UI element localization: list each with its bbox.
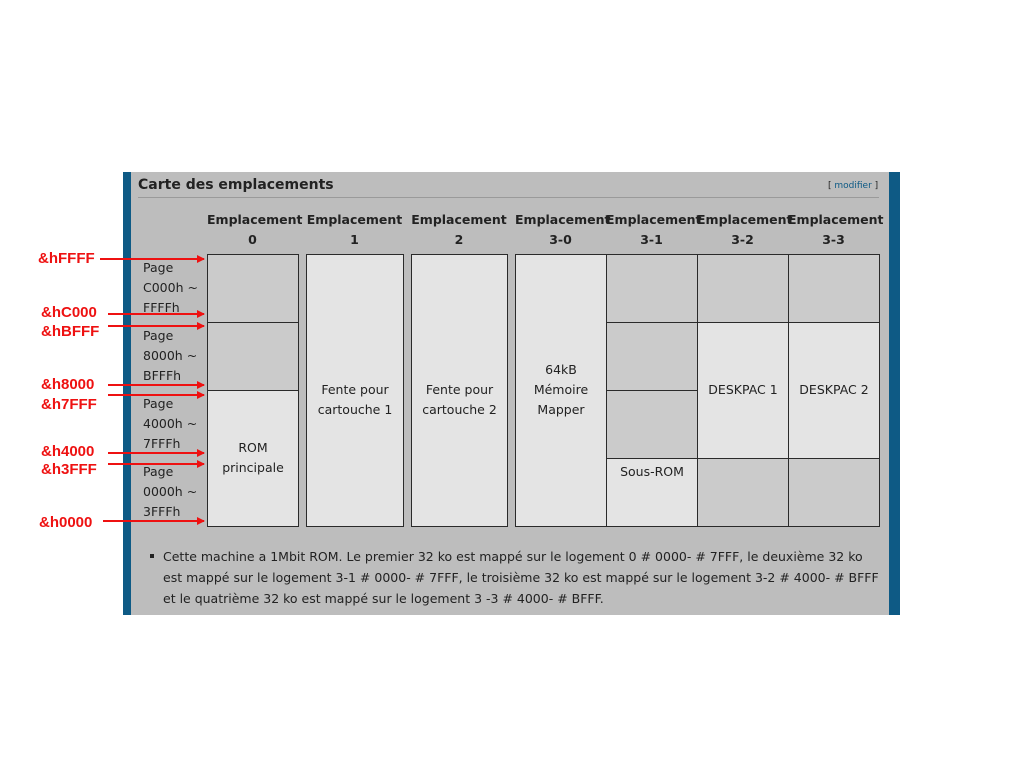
bullet-icon xyxy=(150,554,154,558)
memory-mapper-label xyxy=(515,360,607,420)
page-label-c000 xyxy=(143,258,203,318)
column-header-label: Emplacement xyxy=(697,212,793,227)
slot-3-1-page-3-empty xyxy=(606,254,698,323)
address-label-hbfff: &hBFFF xyxy=(41,323,100,340)
cell-text-line: ROM xyxy=(238,440,268,455)
column-header-number: 1 xyxy=(350,232,359,247)
address-label-h0000: &h0000 xyxy=(39,514,93,531)
address-label-hffff: &hFFFF xyxy=(38,250,95,267)
cell-text-line: cartouche 2 xyxy=(422,402,497,417)
cartridge-1-label xyxy=(306,380,404,420)
page-label-line: FFFFh xyxy=(143,300,180,315)
page-label-line: 7FFFh xyxy=(143,436,181,451)
edit-link[interactable]: modifier xyxy=(834,181,872,191)
cell-text-line: Mapper xyxy=(537,402,585,417)
slot-3-1-page-2-empty xyxy=(606,322,698,391)
page-label-8000 xyxy=(143,326,203,386)
cell-text-line: Fente pour xyxy=(425,382,494,397)
column-header-slot-1 xyxy=(306,210,403,250)
column-header-number: 0 xyxy=(248,232,257,247)
cartridge-2-label xyxy=(411,380,508,420)
page-label-0000 xyxy=(143,462,203,522)
page-label-line: BFFFh xyxy=(143,368,182,383)
slot-3-2-page-3-empty xyxy=(697,254,789,323)
column-header-number: 3-2 xyxy=(731,232,754,247)
column-header-number: 3-1 xyxy=(640,232,663,247)
page-label-line: Page xyxy=(143,328,174,343)
page-label-4000 xyxy=(143,394,203,454)
deskpac-1-label: DESKPAC 1 xyxy=(708,382,778,397)
page-label-line: Page xyxy=(143,396,174,411)
column-header-slot-3-2 xyxy=(697,210,793,250)
column-header-label: Emplacement xyxy=(306,212,403,227)
edit-close-bracket: ] xyxy=(874,181,879,191)
deskpac-2-label: DESKPAC 2 xyxy=(799,382,869,397)
column-header-label: Emplacement xyxy=(606,212,702,227)
cell-text-line: principale xyxy=(222,460,284,475)
address-label-h8000: &h8000 xyxy=(41,376,95,393)
address-label-h4000: &h4000 xyxy=(41,443,95,460)
page-label-line: 4000h ~ xyxy=(143,416,198,431)
page-label-line: 3FFFh xyxy=(143,504,181,519)
address-label-hc000: &hC000 xyxy=(41,304,97,321)
column-header-number: 3-0 xyxy=(549,232,572,247)
note-text: Cette machine a 1Mbit ROM. Le premier 32 ko est mappé sur le logement 0 # 0000- # 7FFF, le deuxième 32 ko est mappé sur le logement 3-1 # 0000- # 7FFF, le troisième 32 ko est mappé sur le logement 3-2 # 4000- # BFFF et le quatrième 32 ko est mappé sur le logement 3 -3 # 4000- # BFFF. xyxy=(163,549,879,606)
column-header-slot-3-3 xyxy=(788,210,884,250)
rom-mapping-note xyxy=(150,546,882,609)
column-header-slot-2 xyxy=(411,210,507,250)
cell-text-line: Mémoire xyxy=(533,382,589,397)
column-header-slot-3-0 xyxy=(515,210,611,250)
page-label-line: Page xyxy=(143,260,174,275)
slot-3-3-page-0-empty xyxy=(788,458,880,527)
rom-principale-label xyxy=(207,438,299,478)
page-label-line: 8000h ~ xyxy=(143,348,198,363)
cell-text-line: cartouche 1 xyxy=(317,402,393,417)
sous-rom-label: Sous-ROM xyxy=(620,464,684,479)
address-label-h3fff: &h3FFF xyxy=(41,461,97,478)
cell-text-line: Fente pour xyxy=(321,382,389,397)
column-header-number: 2 xyxy=(454,232,464,247)
edit-open-bracket: [ xyxy=(828,181,832,191)
column-header-label: Emplacement xyxy=(788,212,884,227)
column-header-label: Emplacement xyxy=(515,212,611,227)
title-divider xyxy=(138,197,879,198)
slot-3-2-page-0-empty xyxy=(697,458,789,527)
column-header-slot-3-1 xyxy=(606,210,702,250)
cell-text-line: 64kB xyxy=(545,362,577,377)
panel-title: Carte des emplacements xyxy=(138,177,334,193)
slot-3-1-page-1-empty xyxy=(606,390,698,459)
column-header-slot-0 xyxy=(207,210,303,250)
address-label-h7fff: &h7FFF xyxy=(41,396,97,413)
column-header-label: Emplacement xyxy=(411,212,507,227)
column-header-label: Emplacement xyxy=(207,212,303,227)
slot-0-page-3-empty xyxy=(207,254,299,323)
page-label-line: C000h ~ xyxy=(143,280,198,295)
slot-0-page-2-empty xyxy=(207,322,299,391)
edit-section xyxy=(828,181,878,191)
page-label-line: 0000h ~ xyxy=(143,484,198,499)
page-label-line: Page xyxy=(143,464,174,479)
slot-3-3-page-3-empty xyxy=(788,254,880,323)
column-header-number: 3-3 xyxy=(822,232,845,247)
